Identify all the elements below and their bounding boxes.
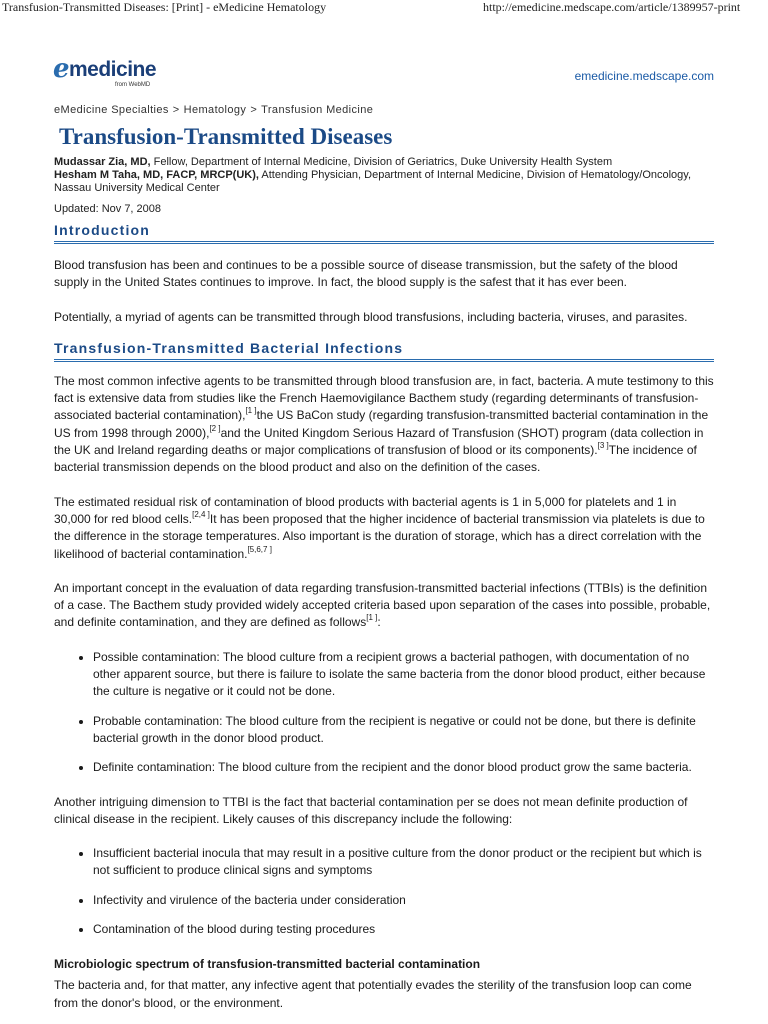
text-run: An important concept in the evaluation of data regarding transfusion-transmitted bacterial infections (TTBIs) is the definition of a case. The Bacthem study provided widely accepted criteria based upon separation of the cases into possible, probable, and definite contamination, and they are defined as follows [54,580,711,630]
author-name: Mudassar Zia, MD, [54,156,151,168]
paragraph: Potentially, a myriad of agents can be transmitted through blood transfusions, including bacteria, viruses, and parasites. [54,309,688,324]
list-item: • Contamination of the blood during testing procedures [93,921,714,938]
section-heading-introduction: Introduction [54,222,714,244]
paragraph [54,373,714,477]
citation[interactable]: [5,6,7 ] [247,544,272,554]
paragraph [54,494,714,563]
list-item: • Infectivity and virulence of the bacteria under consideration [93,892,714,909]
list-item: • Probable contamination: The blood culture from the recipient is negative or could not be done, but there is definite bacterial growth in the donor blood product. [93,713,714,748]
author-name: Hesham M Taha, MD, FACP, MRCP(UK), [54,169,259,181]
text-run: and the United Kingdom Serious Hazard of Transfusion (SHOT) program (data collection in the UK and Ireland regarding deaths or major complications of transfusion of blood or its components). [54,425,704,458]
emedicine-logo[interactable] [53,54,163,90]
text-run: The most common infective agents to be transmitted through blood transfusion are, in fact, bacteria. A mute testimony to this fact is extensive data from studies like the French Haemovigilance Bacthem study (regarding determinants of transfusion-associated bacterial contamination), [54,373,714,423]
citation[interactable]: [1 ] [245,406,257,416]
section-heading-bacterial: Transfusion-Transmitted Bacterial Infections [54,340,714,362]
list-item: • Definite contamination: The blood culture from the recipient and the donor blood product grow the same bacteria. [93,759,714,776]
text-run: It has been proposed that the higher incidence of bacterial transmission via platelets is due to the difference in the storage temperatures. Also important is the duration of storage, which has a direct correlation with the likelihood of bacterial contamination. [54,511,705,561]
paragraph: The bacteria and, for that matter, any infective agent that potentially evades the sterility of the transfusion loop can come from the donor's blood, or the environment. [54,978,692,1010]
list-item: • Insufficient bacterial inocula that may result in a positive culture from the donor product or the recipient but which is not sufficient to produce clinical signs and symptoms [93,845,714,880]
paragraph: Another intriguing dimension to TTBI is the fact that bacterial contamination per se does not mean definite production of clinical disease in the recipient. Likely causes of this discrepancy include the following: [54,794,688,826]
author-line [54,156,714,169]
breadcrumb-transfusion-medicine[interactable]: Transfusion Medicine [261,104,374,116]
updated-date: Updated: Nov 7, 2008 [54,203,162,215]
logo-e: e [53,54,70,84]
text-run: the US BaCon study (regarding transfusion-transmitted bacterial contamination in the US from 1998 through 2000), [54,408,709,440]
list-item: • Possible contamination: The blood culture from a recipient grows a bacterial pathogen, with documentation of no other apparent source, but there is failure to isolate the same bacteria from the donor blood product, either because the culture is negative or it could not be done. [93,649,714,701]
contamination-definitions-list [54,649,714,777]
text-run: The incidence of bacterial transmission depends on the blood product and also on the definition of the cases. [54,443,697,475]
text-run: : [377,615,381,630]
citation[interactable]: [1 ] [366,613,378,623]
print-page-url: http://emedicine.medscape.com/article/1389957-print [483,0,741,14]
text-run: The estimated residual risk of contamination of blood products with bacterial agents is 1 in 5,000 for platelets and 1 in 30,000 for red blood cells. [54,494,677,526]
subheading-microbiologic-spectrum: Microbiologic spectrum of transfusion-transmitted bacterial contamination [54,957,481,972]
citation[interactable]: [2 ] [209,423,221,433]
article [54,104,714,1012]
paragraph [54,580,714,632]
breadcrumb-specialties[interactable]: eMedicine Specialties [54,104,169,116]
author-line [54,169,714,195]
discrepancy-causes-list [54,845,714,938]
site-link[interactable]: emedicine.medscape.com [574,69,714,83]
citation[interactable]: [3 ] [597,441,609,451]
print-header [0,0,768,16]
breadcrumb-separator: > [172,104,180,116]
author-affiliation: Fellow, Department of Internal Medicine, Division of Geriatrics, Duke University Health System [153,156,613,168]
logo-subtitle: from WebMD [115,82,151,88]
print-page-title: Transfusion-Transmitted Diseases: [Print] - eMedicine Hematology [2,0,327,14]
paragraph: Blood transfusion has been and continues to be a possible source of disease transmission, but the safety of the blood supply in the United States continues to improve. In fact, the blood supply is the safest that it has ever been. [54,258,678,290]
citation[interactable]: [2,4 ] [192,509,210,519]
logo-word: medicine [69,58,157,81]
authors [54,156,714,195]
breadcrumb-hematology[interactable]: Hematology [183,104,247,116]
page-title: Transfusion-Transmitted Diseases [59,124,393,149]
author-affiliation: Attending Physician, Department of Internal Medicine, Division of Hematology/Oncology, Nassau University Medical Center [54,169,692,194]
breadcrumb [54,104,714,121]
breadcrumb-separator: > [250,104,258,116]
